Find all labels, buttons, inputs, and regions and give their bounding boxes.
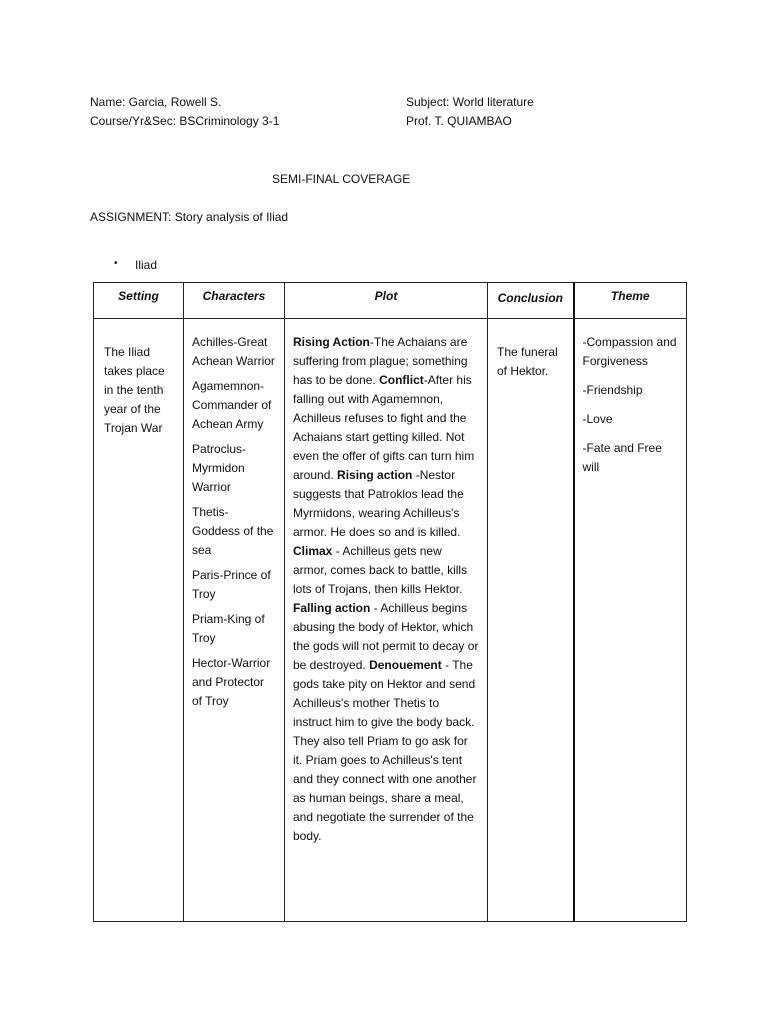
- character-achilles: Achilles-Great Achean Warrior: [192, 335, 275, 368]
- theme-compassion: -Compassion and Forgiveness: [582, 335, 677, 368]
- header-characters: Characters: [184, 283, 285, 319]
- character-paris: Paris-Prince of Troy: [192, 568, 271, 601]
- conclusion-text: The funeral of Hektor.: [497, 345, 558, 378]
- table-row: [94, 319, 687, 922]
- course-info: Course/Yr&Sec: BSCriminology 3-1: [90, 114, 280, 128]
- plot-label-climax: Climax: [293, 544, 333, 558]
- character-agamemnon: Agamemnon-Commander of Achean Army: [192, 379, 272, 431]
- professor-info: Prof. T. QUIAMBAO: [406, 114, 512, 128]
- student-name: Name: Garcia, Rowell S.: [90, 95, 222, 109]
- header-setting: Setting: [94, 283, 184, 319]
- character-priam: Priam-King of Troy: [192, 612, 265, 645]
- story-analysis-table: [93, 282, 687, 922]
- plot-cell: [285, 319, 488, 922]
- plot-text-rising-action: -The Achaians are suffering from plague; something has to be done.: [293, 335, 468, 387]
- plot-label-falling-action: Falling action: [293, 601, 371, 615]
- character-patroclus: Patroclus-Myrmidon Warrior: [192, 442, 247, 494]
- theme-friendship: -Friendship: [582, 383, 643, 397]
- bullet-icon: •: [114, 258, 118, 269]
- header-conclusion: Conclusion: [488, 283, 574, 319]
- coverage-title: SEMI-FINAL COVERAGE: [272, 172, 411, 186]
- theme-love: -Love: [582, 412, 613, 426]
- theme-cell: [574, 319, 687, 922]
- plot-text-climax: - Achilleus gets new armor, comes back to battle, kills lots of Trojans, then kills Hektor.: [293, 544, 468, 596]
- plot-text-conflict: -After his falling out with Agamemnon, Achilleus refuses to fight and the Achaians start getting killed. Not even the offer of gifts can turn him around.: [293, 373, 475, 482]
- assignment-text: Story analysis of Iliad: [174, 210, 289, 224]
- character-hector: Hector-Warrior and Protector of Troy: [192, 656, 271, 708]
- subject-info: Subject: World literature: [406, 95, 534, 109]
- header-theme: Theme: [574, 283, 687, 319]
- theme-fate: -Fate and Free will: [582, 441, 662, 474]
- conclusion-cell: [488, 319, 574, 922]
- header-plot: Plot: [285, 283, 488, 319]
- plot-label-rising-action: Rising Action: [293, 335, 370, 349]
- table-header-row: [94, 283, 687, 319]
- plot-text-denouement: - The gods take pity on Hektor and send Achilleus's mother Thetis to instruct him to give the body back. They also tell Priam to go ask for it. Priam goes to Achilleus's tent and they connect with one another as human beings, share a meal, and negotiate the surrender of the body.: [293, 658, 477, 843]
- plot-text-rising-action-2: -Nestor suggests that Patroklos lead the Myrmidons, wearing Achilleus's armor. He does so and is killed.: [293, 468, 464, 539]
- plot-label-conflict: Conflict: [379, 373, 424, 387]
- setting-cell: [94, 319, 184, 922]
- character-thetis: Thetis-Goddess of the sea: [192, 505, 274, 557]
- setting-text: The Iliad takes place in the tenth year of the Trojan War: [104, 345, 165, 435]
- assignment-label: ASSIGNMENT:: [90, 210, 172, 224]
- bullet-item-iliad: Iliad: [135, 258, 158, 272]
- assignment-line: [90, 209, 288, 225]
- plot-label-denouement: Denouement: [369, 658, 442, 672]
- characters-cell: [184, 319, 285, 922]
- plot-text-falling-action: - Achilleus begins abusing the body of Hektor, which the gods will not permit to decay or be destroyed.: [293, 601, 479, 672]
- plot-label-rising-action-2: Rising action: [337, 468, 413, 482]
